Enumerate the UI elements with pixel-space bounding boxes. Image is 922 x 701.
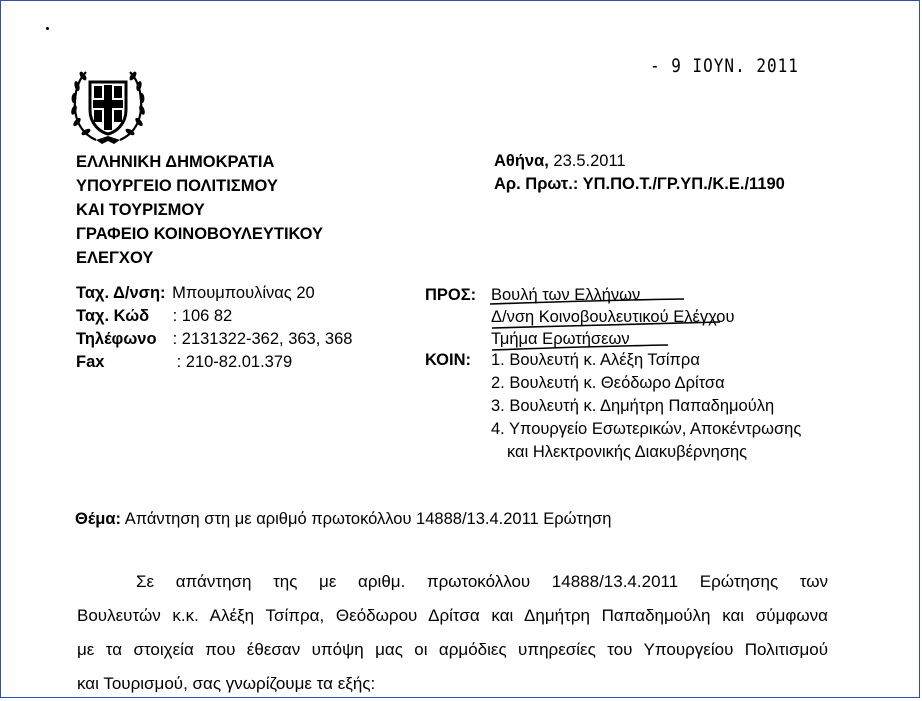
place-date [494, 150, 626, 173]
place-label: Αθήνα, [494, 152, 549, 170]
sender-line: ΓΡΑΦΕΙΟ ΚΟΙΝΟΒΟΥΛΕΥΤΙΚΟΥ [76, 225, 324, 243]
to-label: ΠΡΟΣ: [425, 286, 477, 304]
contact-label: Fax [76, 353, 105, 371]
contact-row [76, 328, 352, 351]
cc-item: 1. Βουλευτή κ. Αλέξη Τσίπρα [491, 351, 700, 369]
subject-line [75, 508, 611, 531]
body-line: Βουλευτών κ.κ. Αλέξη Τσίπρα, Θεόδωρου Δρίτσα και Δημήτρη Παπαδημούλη και σύμφωνα [77, 606, 828, 625]
to-line: Δ/νση Κοινοβουλευτικού Ελέγχου [491, 308, 735, 326]
contact-label: Ταχ. Κώδ [76, 307, 150, 325]
scan-speck [46, 27, 49, 30]
body-line: Σε απάντηση της με αριθμ. πρωτοκόλλου 14888/13.4.2011 Ερώτησης των [136, 572, 828, 591]
greek-coat-of-arms-icon [68, 62, 148, 146]
contact-label: Ταχ. Δ/νση: [76, 284, 166, 302]
body-line: με τα στοιχεία που έθεσαν υπόψη μας οι αρμόδιες υπηρεσίες του Υπουργείου Πολιτισμού [77, 640, 828, 659]
sender-line: ΥΠΟΥΡΓΕΙΟ ΠΟΛΙΤΙΣΜΟΥ [76, 177, 278, 195]
contact-value: : 2131322-362, 363, 368 [172, 330, 353, 348]
contact-value: : 210-82.01.379 [176, 353, 293, 371]
protocol-number: Αρ. Πρωτ.: ΥΠ.ΠΟ.Τ./ΓΡ.ΥΠ./Κ.Ε./1190 [494, 175, 785, 193]
body-paragraph [77, 565, 828, 701]
contact-block [76, 282, 352, 374]
sender-line: ΚΑΙ ΤΟΥΡΙΣΜΟΥ [76, 201, 205, 219]
cc-label: ΚΟΙΝ: [425, 351, 471, 369]
cc-item: και Ηλεκτρονικής Διακυβέρνησης [507, 443, 748, 461]
cc-item: 4. Υπουργείο Εσωτερικών, Αποκέντρωσης [491, 420, 802, 438]
sender-line: ΕΛΕΓΧΟΥ [76, 249, 154, 267]
date-value: 23.5.2011 [553, 152, 626, 170]
subject-label: Θέμα: [75, 510, 122, 528]
cc-item: 3. Βουλευτή κ. Δημήτρη Παπαδημούλη [491, 397, 775, 415]
contact-value: Μπουμπουλίνας 20 [172, 284, 315, 302]
to-line: Τμήμα Ερωτήσεων [491, 330, 630, 348]
cc-item: 2. Βουλευτή κ. Θεόδωρο Δρίτσα [491, 374, 725, 392]
to-line: Βουλή των Ελλήνων [491, 286, 641, 304]
subject-text: Απάντηση στη με αριθμό πρωτοκόλλου 14888/13.4.2011 Ερώτηση [124, 510, 612, 528]
contact-label: Τηλέφωνο [76, 330, 157, 348]
sender-block [76, 150, 323, 270]
handwritten-underline [488, 290, 788, 354]
contact-row [76, 305, 352, 328]
contact-row [76, 351, 352, 374]
body-line: και Τουρισμού, σας γνωρίζουμε τα εξής: [77, 674, 376, 693]
cc-block [491, 349, 801, 464]
contact-row [76, 282, 352, 305]
received-date-stamp: - 9 ΙΟΥΝ. 2011 [650, 54, 799, 77]
sender-line: ΕΛΛΗΝΙΚΗ ΔΗΜΟΚΡΑΤΙΑ [76, 153, 275, 171]
contact-value: : 106 82 [172, 307, 233, 325]
